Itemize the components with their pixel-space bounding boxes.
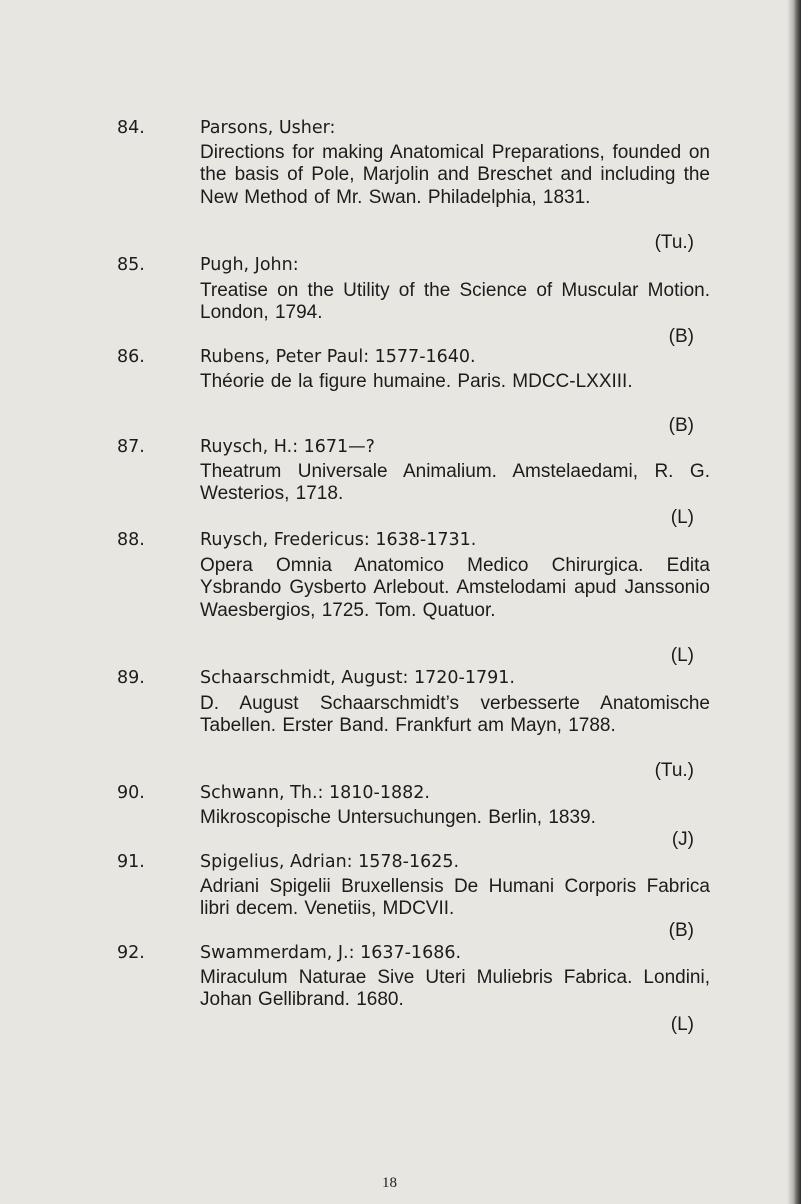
entry-author: Swammerdam, J.: 1637-1686. [200, 943, 462, 963]
entry-description: Théorie de la figure humaine. Paris. MDCC-LXXIII. [200, 371, 633, 392]
entry-number: 89. [117, 668, 145, 688]
entry-description: Miraculum Naturae Sive Uteri Muliebris Fabrica. Londini, Johan Gellibrand. 1680. [200, 967, 710, 1011]
entry-number: 87. [117, 437, 145, 457]
entry-number: 84. [117, 118, 145, 138]
entry-description: Theatrum Universale Animalium. Amstelaedami, R. G. Westerios, 1718. [200, 461, 710, 505]
entry-location: (L) [670, 645, 694, 666]
entry-number: 88. [117, 530, 145, 550]
entry-location: (B) [668, 920, 694, 941]
entry-description: Mikroscopische Untersuchungen. Berlin, 1839. [200, 807, 596, 828]
entry-location: (L) [670, 1014, 694, 1035]
entry-number: 85. [117, 255, 145, 275]
entry-location: (L) [670, 507, 694, 528]
entry-location: (J) [671, 829, 694, 850]
entry-number: 91. [117, 852, 145, 872]
entry-number: 90. [117, 783, 145, 803]
entry-author: Spigelius, Adrian: 1578-1625. [200, 852, 460, 872]
page-edge-shadow [787, 0, 801, 1204]
entry-location: (B) [668, 415, 694, 436]
entry-location: (Tu.) [654, 760, 694, 781]
entry-author: Pugh, John: [200, 255, 299, 275]
entry-author: Schaarschmidt, August: 1720-1791. [200, 668, 515, 688]
entry-description: Treatise on the Utility of the Science of Muscular Motion. London, 1794. [200, 280, 710, 324]
entry-author: Ruysch, H.: 1671—? [200, 437, 375, 457]
entry-number: 92. [117, 943, 145, 963]
entry-description: Opera Omnia Anatomico Medico Chirurgica. Edita Ysbrando Gysberto Arlebout. Amstelodami apud Janssonio Waesbergios, 1725. Tom. Quatuor. [200, 555, 710, 621]
entry-location: (B) [668, 326, 694, 347]
page-number: 18 [382, 1175, 397, 1191]
entry-description: Directions for making Anatomical Preparations, founded on the basis of Pole, Marjolin and Breschet and including the New Method of Mr. Swan. Philadelphia, 1831. [200, 142, 710, 208]
entry-location: (Tu.) [654, 232, 694, 253]
entry-number: 86. [117, 347, 145, 367]
entry-description: D. August Schaarschmidt’s verbesserte Anatomische Tabellen. Erster Band. Frankfurt am Mayn, 1788. [200, 693, 710, 737]
entry-author: Ruysch, Fredericus: 1638-1731. [200, 530, 477, 550]
entry-author: Rubens, Peter Paul: 1577-1640. [200, 347, 476, 367]
entry-author: Parsons, Usher: [200, 118, 336, 138]
entry-author: Schwann, Th.: 1810-1882. [200, 783, 430, 803]
entry-description: Adriani Spigelii Bruxellensis De Humani Corporis Fabrica libri decem. Venetiis, MDCVII. [200, 876, 710, 920]
